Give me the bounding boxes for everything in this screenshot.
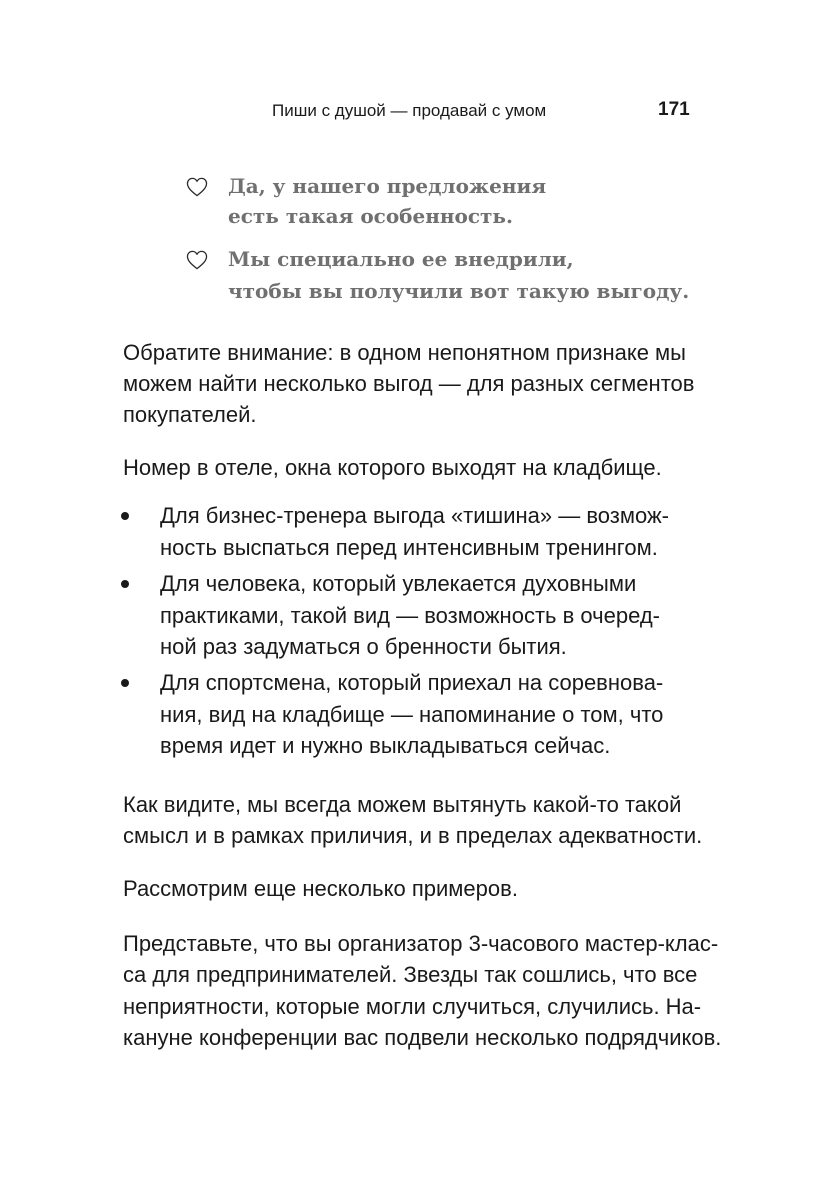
list-item-line: Для бизнес-тренера выгода «тишина» — возмож- [160,503,669,528]
list-item-line: ния, вид на кладбище — напоминание о том, что [160,702,664,727]
paragraph-line: Представьте, что вы организатор 3-часового мастер-клас- [123,931,719,956]
bullet-icon [121,580,129,588]
paragraph-line: Как видите, мы всегда можем вытянуть какой-то такой [123,792,682,817]
bullet-icon [121,512,129,520]
paragraph-line: Номер в отеле, окна которого выходят на кладбище. [123,455,662,480]
paragraph-line: Рассмотрим еще несколько примеров. [123,876,518,901]
running-title: Пиши с душой — продавай с умом [272,101,547,120]
bullet-icon [121,679,129,687]
paragraph-line: са для предпринимателей. Звезды так сошлись, что все [123,962,698,987]
callout-text-line: чтобы вы получили вот такую выгоду. [228,279,690,303]
list-item-line: ной раз задуматься о бренности бытия. [160,634,567,659]
callout-text-line: Мы специально ее внедрили, [228,247,574,271]
callout-text-line: Да, у нашего предложения [228,174,547,198]
list-item-line: Для человека, который увлекается духовными [160,571,637,596]
paragraph-line: Обратите внимание: в одном непонятном признаке мы [123,340,686,365]
heart-outline-icon [186,250,208,270]
list-item-line: практиками, такой вид — возможность в очеред- [160,603,660,628]
list-item-line: время идет и нужно выкладываться сейчас. [160,733,611,758]
heart-outline-icon [186,177,208,197]
paragraph-line: смысл и в рамках приличия, и в пределах адекватности. [123,823,703,848]
paragraph-line: кануне конференции вас подвели несколько подрядчиков. [123,1025,722,1050]
page-number: 171 [658,99,690,120]
paragraph-line: покупателей. [123,402,257,427]
list-item-line: ность выспаться перед интенсивным тренингом. [160,535,658,560]
paragraph-line: можем найти несколько выгод — для разных сегментов [123,371,695,396]
list-item-line: Для спортсмена, который приехал на соревнова- [160,670,664,695]
callout-text-line: есть такая особенность. [228,204,513,228]
paragraph-line: неприятности, которые могли случиться, случились. На- [123,994,702,1019]
